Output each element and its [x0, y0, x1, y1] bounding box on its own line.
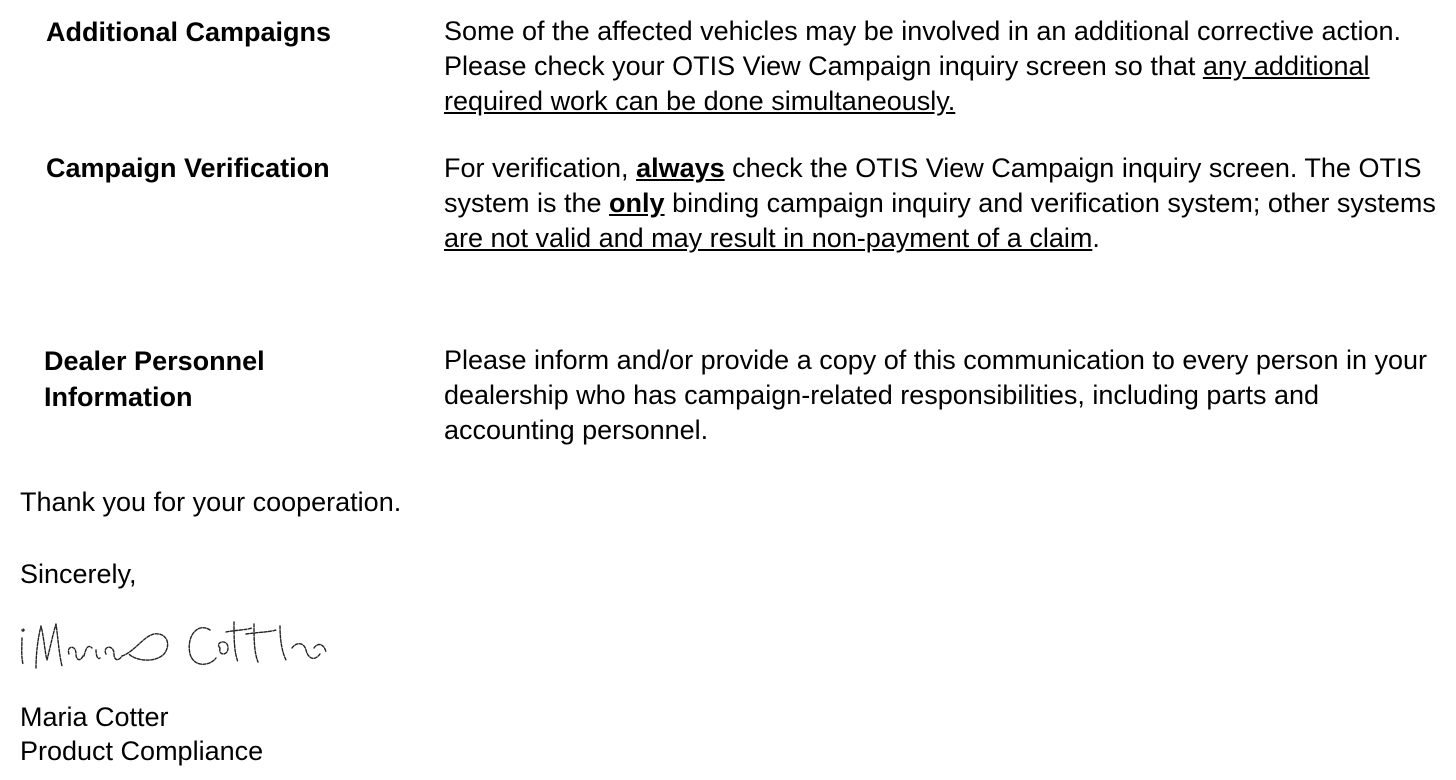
additional-campaigns-underlined-text: any additional required work can be done simultaneously.: [444, 51, 1370, 116]
campaign-verification-text-4: .: [1092, 223, 1100, 253]
campaign-verification-text-2: check the OTIS View Campaign inquiry screen. The OTIS system is the: [444, 153, 1422, 218]
only-emphasis: only: [609, 188, 665, 218]
campaign-verification-underlined-text: are not valid and may result in non-payment of a claim: [444, 223, 1093, 253]
campaign-verification-heading: Campaign Verification: [46, 153, 330, 183]
handwritten-signature: [14, 608, 334, 684]
campaign-verification-text-1: For verification,: [444, 153, 637, 183]
salutation: Sincerely,: [20, 559, 137, 589]
additional-campaigns-paragraph: [444, 14, 1444, 119]
dealer-personnel-heading: [44, 343, 265, 415]
campaign-verification-paragraph: [444, 151, 1444, 256]
always-emphasis: always: [636, 153, 725, 183]
dealer-personnel-paragraph: [444, 343, 1444, 448]
dealer-personnel-heading-line1: Dealer Personnel: [44, 346, 265, 376]
thank-you-line: Thank you for your cooperation.: [20, 487, 402, 517]
dealer-personnel-heading-line2: Information: [44, 382, 193, 412]
signer-title: Product Compliance: [20, 736, 264, 766]
additional-campaigns-heading: Additional Campaigns: [46, 17, 332, 47]
campaign-verification-text-3: binding campaign inquiry and verification system; other systems: [664, 188, 1436, 218]
dealer-personnel-text: Please inform and/or provide a copy of this communication to every person in your dealership who has campaign-related responsibilities, including parts and accounting personnel.: [444, 345, 1427, 445]
additional-campaigns-text: Some of the affected vehicles may be involved in an additional corrective action. Please check your OTIS View Campaign inquiry screen so that: [444, 16, 1402, 81]
signature-image: [14, 608, 334, 684]
signer-name: Maria Cotter: [20, 702, 169, 732]
